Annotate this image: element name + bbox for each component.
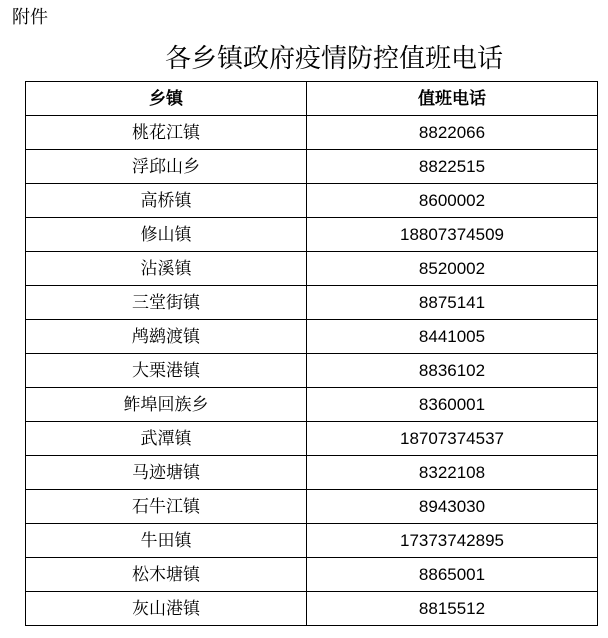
table-row — [26, 354, 598, 388]
town-cell: 灰山港镇 — [26, 592, 307, 626]
town-cell: 鸬鹚渡镇 — [26, 320, 307, 354]
phone-cell: 8836102 — [307, 354, 598, 388]
phone-cell: 8822066 — [307, 116, 598, 150]
phone-cell: 8815512 — [307, 592, 598, 626]
phone-cell: 8600002 — [307, 184, 598, 218]
phone-cell: 8322108 — [307, 456, 598, 490]
table-row — [26, 252, 598, 286]
phone-cell: 8520002 — [307, 252, 598, 286]
phone-cell: 8360001 — [307, 388, 598, 422]
town-cell: 牛田镇 — [26, 524, 307, 558]
table-row — [26, 116, 598, 150]
phone-cell: 8441005 — [307, 320, 598, 354]
town-cell: 鲊埠回族乡 — [26, 388, 307, 422]
phone-cell: 8865001 — [307, 558, 598, 592]
phone-cell: 17373742895 — [307, 524, 598, 558]
table-row — [26, 320, 598, 354]
phone-cell: 8822515 — [307, 150, 598, 184]
town-cell: 修山镇 — [26, 218, 307, 252]
table-row — [26, 218, 598, 252]
table-header-row — [26, 82, 598, 116]
town-cell: 浮邱山乡 — [26, 150, 307, 184]
town-cell: 大栗港镇 — [26, 354, 307, 388]
town-cell: 武潭镇 — [26, 422, 307, 456]
town-cell: 三堂街镇 — [26, 286, 307, 320]
table-body — [26, 116, 598, 626]
town-cell: 松木塘镇 — [26, 558, 307, 592]
column-header-town: 乡镇 — [26, 82, 307, 116]
table-row — [26, 286, 598, 320]
table-row — [26, 422, 598, 456]
table-row — [26, 558, 598, 592]
table-row — [26, 490, 598, 524]
town-cell: 桃花江镇 — [26, 116, 307, 150]
page-title: 各乡镇政府疫情防控值班电话 — [164, 44, 503, 74]
duty-phone-table — [25, 81, 598, 626]
table-row — [26, 388, 598, 422]
town-cell: 沾溪镇 — [26, 252, 307, 286]
phone-cell: 8875141 — [307, 286, 598, 320]
town-cell: 马迹塘镇 — [26, 456, 307, 490]
phone-cell: 18707374537 — [307, 422, 598, 456]
column-header-phone: 值班电话 — [307, 82, 598, 116]
town-cell: 石牛江镇 — [26, 490, 307, 524]
phone-cell: 8943030 — [307, 490, 598, 524]
phone-cell: 18807374509 — [307, 218, 598, 252]
town-cell: 高桥镇 — [26, 184, 307, 218]
attachment-label: 附件 — [12, 7, 48, 28]
table-row — [26, 184, 598, 218]
table-row — [26, 456, 598, 490]
table-row — [26, 524, 598, 558]
table-row — [26, 150, 598, 184]
table-row — [26, 592, 598, 626]
